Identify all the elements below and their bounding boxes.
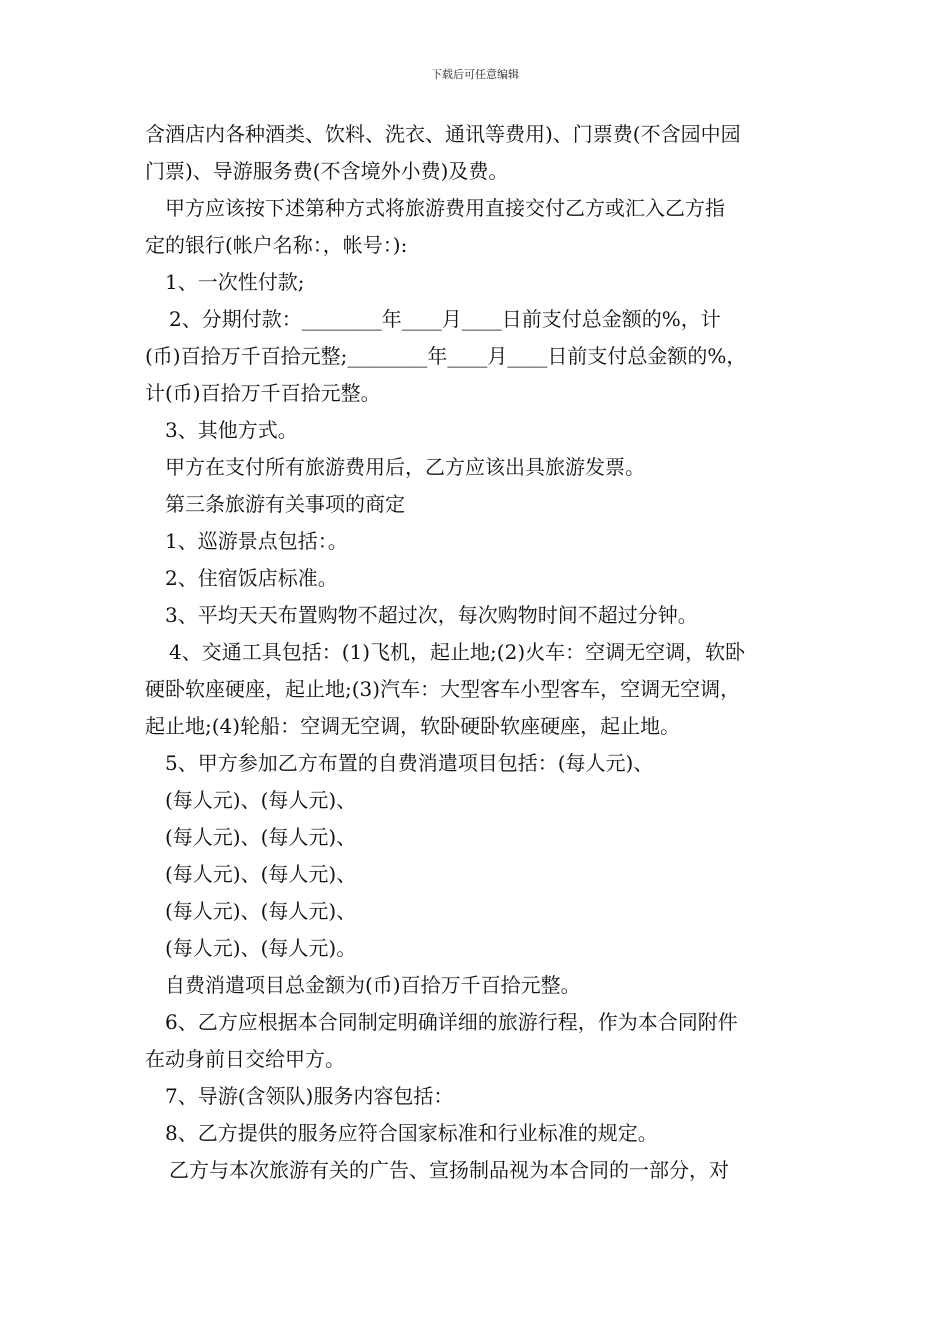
text-line: 3、其他方式。 xyxy=(165,418,298,442)
text-line: 起止地;(4)轮船：空调无空调，软卧硬卧软座硬座，起止地。 xyxy=(145,714,681,738)
text-line: (每人元)、(每人元)、 xyxy=(165,862,357,886)
text-line: 乙方与本次旅游有关的广告、宣扬制品视为本合同的一部分，对 xyxy=(169,1158,729,1182)
text-line: 2、分期付款：________年____月____日前支付总金额的%，计 xyxy=(169,307,721,331)
page-header: 下载后可任意编辑 xyxy=(431,68,519,81)
text-line: 甲方在支付所有旅游费用后，乙方应该出具旅游发票。 xyxy=(165,455,645,479)
text-line: 8、乙方提供的服务应符合国家标准和行业标准的规定。 xyxy=(165,1121,658,1145)
text-line: 自费消遣项目总金额为(币)百拾万千百拾元整。 xyxy=(165,973,581,997)
text-line: 2、住宿饭店标准。 xyxy=(165,566,338,590)
text-line: 定的银行(帐户名称：，帐号：): xyxy=(145,233,408,257)
text-line: (每人元)、(每人元)、 xyxy=(165,788,357,812)
text-line: 1、巡游景点包括：。 xyxy=(165,529,348,553)
section-heading: 第三条旅游有关事项的商定 xyxy=(165,492,405,516)
text-line: (每人元)、(每人元)、 xyxy=(165,899,357,923)
text-line: 1、一次性付款; xyxy=(165,270,305,294)
text-line: 5、甲方参加乙方布置的自费消遣项目包括：(每人元)、 xyxy=(165,751,654,775)
text-line: 6、乙方应根据本合同制定明确详细的旅游行程，作为本合同附件 xyxy=(165,1010,738,1034)
text-line: 4、交通工具包括：(1)飞机，起止地;(2)火车：空调无空调，软卧 xyxy=(169,640,746,664)
text-line: (币)百拾万千百拾元整;________年____月____日前支付总金额的%， xyxy=(145,344,747,368)
document-body xyxy=(145,116,810,1189)
text-line: 硬卧软座硬座，起止地;(3)汽车：大型客车小型客车，空调无空调， xyxy=(145,677,741,701)
text-line: 3、平均天天布置购物不超过次，每次购物时间不超过分钟。 xyxy=(165,603,698,627)
text-line: 甲方应该按下述第种方式将旅游费用直接交付乙方或汇入乙方指 xyxy=(165,196,725,220)
text-line: (每人元)、(每人元)。 xyxy=(165,936,357,960)
text-line: (每人元)、(每人元)、 xyxy=(165,825,357,849)
text-line: 含酒店内各种酒类、饮料、洗衣、通讯等费用)、门票费(不含园中园 xyxy=(145,122,741,146)
text-line: 在动身前日交给甲方。 xyxy=(145,1047,345,1071)
text-line: 7、导游(含领队)服务内容包括： xyxy=(165,1084,454,1108)
text-line: 计(币)百拾万千百拾元整。 xyxy=(145,381,381,405)
text-line: 门票)、导游服务费(不含境外小费)及费。 xyxy=(145,159,509,183)
